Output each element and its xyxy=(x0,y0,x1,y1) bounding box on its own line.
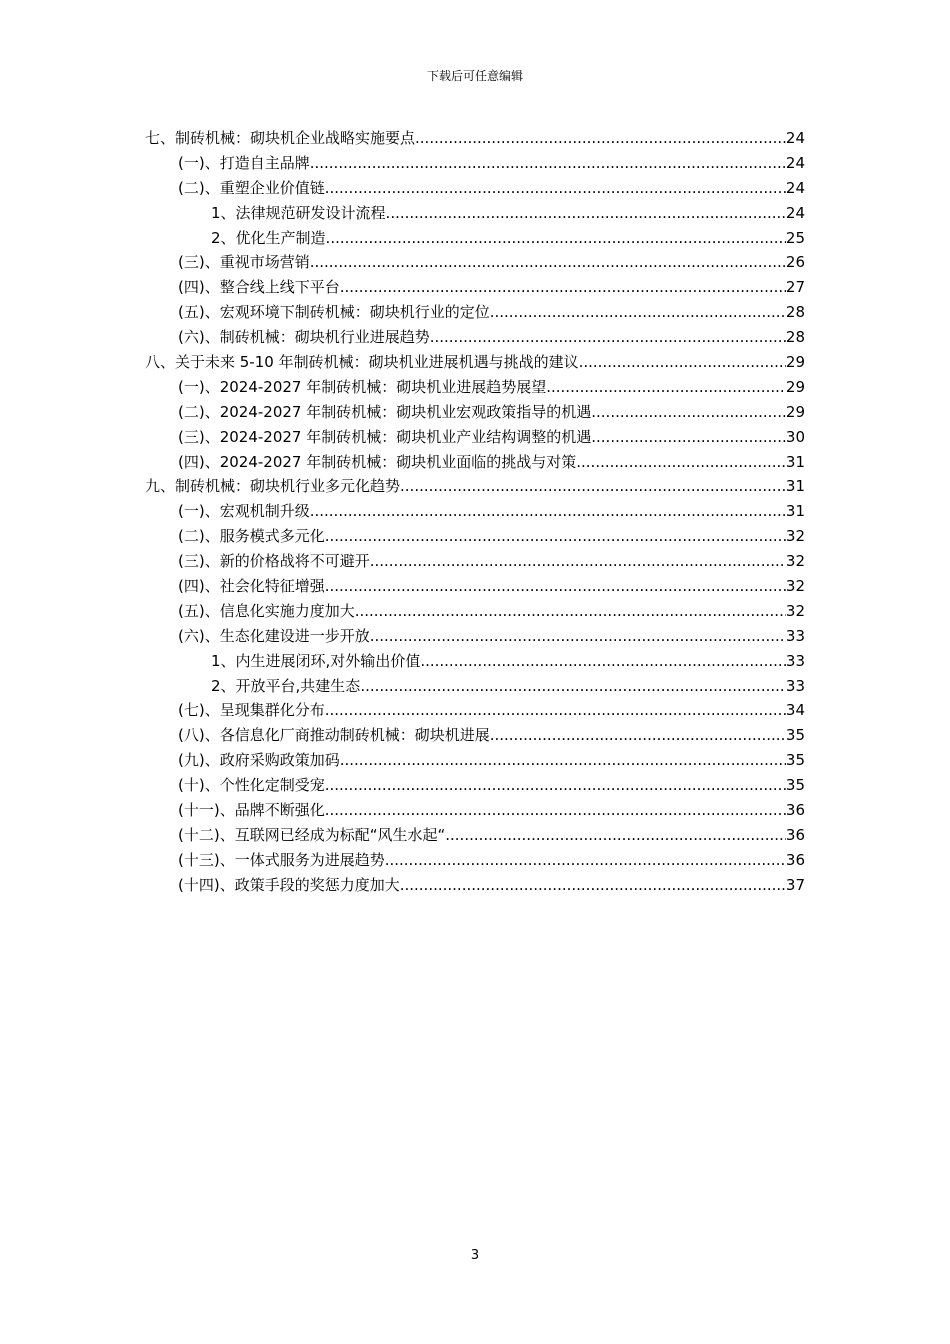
page-header: 下载后可任意编辑 xyxy=(426,69,523,83)
toc-entry[interactable] xyxy=(145,176,805,201)
toc-entry-page: 32 xyxy=(785,527,805,546)
toc-dot-leader xyxy=(355,599,786,624)
toc-entry[interactable] xyxy=(145,226,805,251)
toc-entry-page: 27 xyxy=(785,278,805,297)
toc-entry-title: (三)、重视市场营销 xyxy=(178,253,310,272)
toc-dot-leader xyxy=(445,823,786,848)
toc-dot-leader xyxy=(490,723,786,748)
toc-dot-leader xyxy=(310,499,786,524)
toc-dot-leader xyxy=(325,574,786,599)
toc-entry[interactable] xyxy=(145,873,805,898)
toc-entry-title: (八)、各信息化厂商推动制砖机械：砌块机进展 xyxy=(178,726,490,745)
toc-dot-leader xyxy=(325,798,786,823)
toc-entry-title: 1、内生进展闭环,对外输出价值 xyxy=(211,651,421,670)
toc-entry-page: 36 xyxy=(785,825,805,844)
toc-entry-page: 24 xyxy=(785,203,805,222)
toc-entry[interactable] xyxy=(145,574,805,599)
toc-entry-page: 35 xyxy=(785,751,805,770)
toc-entry[interactable] xyxy=(145,698,805,723)
toc-entry-title: 2、开放平台,共建生态 xyxy=(211,676,361,695)
toc-entry-page: 34 xyxy=(785,701,805,720)
toc-dot-leader xyxy=(420,649,786,674)
toc-entry[interactable] xyxy=(145,201,805,226)
toc-entry-title: (十)、个性化定制受宠 xyxy=(178,776,325,795)
toc-entry-title: (十三)、一体式服务为进展趋势 xyxy=(178,850,385,869)
toc-entry[interactable] xyxy=(145,350,805,375)
toc-dot-leader xyxy=(310,250,786,275)
toc-dot-leader xyxy=(340,275,786,300)
toc-entry-page: 29 xyxy=(785,377,805,396)
toc-entry-title: (三)、新的价格战将不可避开 xyxy=(178,552,370,571)
toc-entry-page: 26 xyxy=(785,253,805,272)
toc-entry[interactable] xyxy=(145,400,805,425)
toc-entry[interactable] xyxy=(145,126,805,151)
toc-entry[interactable] xyxy=(145,325,805,350)
toc-entry-page: 24 xyxy=(785,153,805,172)
toc-entry[interactable] xyxy=(145,674,805,699)
toc-dot-leader xyxy=(326,226,786,251)
toc-entry-title: 2、优化生产制造 xyxy=(211,228,326,247)
toc-entry-title: (四)、社会化特征增强 xyxy=(178,577,325,596)
toc-entry-page: 31 xyxy=(785,477,805,496)
toc-entry[interactable] xyxy=(145,151,805,176)
toc-entry-page: 31 xyxy=(785,452,805,471)
toc-entry-title: (四)、整合线上线下平台 xyxy=(178,278,340,297)
toc-entry-title: 七、制砖机械：砌块机企业战略实施要点 xyxy=(145,129,416,147)
toc-entry-page: 35 xyxy=(785,726,805,745)
toc-dot-leader xyxy=(325,524,786,549)
toc-entry-title: 八、关于未来 5-10 年制砖机械：砌块机业进展机遇与挑战的建议 xyxy=(145,353,579,372)
toc-entry-title: (二)、2024-2027 年制砖机械：砌块机业宏观政策指导的机遇 xyxy=(178,402,592,421)
toc-entry[interactable] xyxy=(145,375,805,400)
toc-entry-title: (二)、重塑企业价值链 xyxy=(178,178,325,197)
page-number: 3 xyxy=(470,1248,480,1263)
toc-dot-leader xyxy=(430,325,786,350)
toc-entry-page: 33 xyxy=(785,651,805,670)
toc-entry[interactable] xyxy=(145,474,805,499)
toc-dot-leader xyxy=(385,848,786,873)
toc-entry[interactable] xyxy=(145,549,805,574)
toc-entry-page: 32 xyxy=(785,577,805,596)
toc-entry-page: 28 xyxy=(785,303,805,322)
toc-entry-title: 1、法律规范研发设计流程 xyxy=(211,203,386,222)
toc-entry-page: 29 xyxy=(785,353,805,372)
toc-entry-page: 25 xyxy=(785,228,805,247)
toc-entry-title: (三)、2024-2027 年制砖机械：砌块机业产业结构调整的机遇 xyxy=(178,427,592,446)
toc-entry-page: 24 xyxy=(785,178,805,197)
toc-entry[interactable] xyxy=(145,599,805,624)
toc-entry-title: (五)、信息化实施力度加大 xyxy=(178,601,355,620)
toc-entry-title: 九、制砖机械：砌块机行业多元化趋势 xyxy=(145,477,401,496)
toc-entry-page: 36 xyxy=(785,801,805,820)
toc-dot-leader xyxy=(400,474,786,499)
toc-entry[interactable] xyxy=(145,748,805,773)
toc-entry-page: 37 xyxy=(785,875,805,894)
toc-entry-title: (九)、政府采购政策加码 xyxy=(178,751,340,770)
toc-entry[interactable] xyxy=(145,848,805,873)
toc-entry[interactable] xyxy=(145,450,805,475)
toc-entry-page: 36 xyxy=(785,850,805,869)
toc-dot-leader xyxy=(400,873,786,898)
toc-entry-title: (二)、服务模式多元化 xyxy=(178,527,325,546)
toc-entry[interactable] xyxy=(145,275,805,300)
toc-dot-leader xyxy=(546,375,786,400)
toc-entry-page: 33 xyxy=(785,626,805,645)
toc-entry-title: (六)、制砖机械：砌块机行业进展趋势 xyxy=(178,328,430,347)
toc-entry[interactable] xyxy=(145,823,805,848)
toc-dot-leader xyxy=(325,698,786,723)
toc-dot-leader xyxy=(576,450,786,475)
toc-entry-title: (一)、宏观机制升级 xyxy=(178,502,310,521)
toc-entry[interactable] xyxy=(145,723,805,748)
toc-entry-page: 32 xyxy=(785,552,805,571)
toc-entry-title: (七)、呈现集群化分布 xyxy=(178,701,325,720)
toc-entry-title: (十一)、品牌不断强化 xyxy=(178,801,325,820)
table-of-contents xyxy=(145,126,805,898)
toc-dot-leader xyxy=(370,624,786,649)
toc-entry[interactable] xyxy=(145,300,805,325)
toc-entry-page: 28 xyxy=(785,328,805,347)
toc-entry-page: 32 xyxy=(785,601,805,620)
toc-entry-title: (十四)、政策手段的奖惩力度加大 xyxy=(178,875,400,894)
toc-entry-title: (十二)、互联网已经成为标配“风生水起“ xyxy=(178,825,446,844)
toc-entry-page: 30 xyxy=(785,427,805,446)
toc-entry-title: (一)、打造自主品牌 xyxy=(178,153,310,172)
toc-dot-leader xyxy=(310,151,786,176)
toc-dot-leader xyxy=(370,549,786,574)
toc-dot-leader xyxy=(386,201,786,226)
toc-dot-leader xyxy=(325,176,786,201)
toc-entry[interactable] xyxy=(145,798,805,823)
toc-entry-title: (六)、生态化建设进一步开放 xyxy=(178,626,370,645)
toc-entry-title: (四)、2024-2027 年制砖机械：砌块机业面临的挑战与对策 xyxy=(178,452,577,471)
toc-entry[interactable] xyxy=(145,250,805,275)
toc-entry[interactable] xyxy=(145,425,805,450)
toc-entry[interactable] xyxy=(145,649,805,674)
toc-entry[interactable] xyxy=(145,773,805,798)
toc-entry-page: 24 xyxy=(785,129,805,147)
toc-entry[interactable] xyxy=(145,499,805,524)
toc-entry-page: 33 xyxy=(785,676,805,695)
toc-dot-leader xyxy=(591,400,786,425)
toc-dot-leader xyxy=(591,425,786,450)
toc-dot-leader xyxy=(490,300,786,325)
toc-dot-leader xyxy=(340,748,786,773)
toc-dot-leader xyxy=(415,126,786,151)
toc-dot-leader xyxy=(360,674,786,699)
toc-entry[interactable] xyxy=(145,624,805,649)
toc-entry-title: (五)、宏观环境下制砖机械：砌块机行业的定位 xyxy=(178,303,490,322)
toc-entry-page: 29 xyxy=(785,402,805,421)
toc-entry-page: 35 xyxy=(785,776,805,795)
toc-entry-page: 31 xyxy=(785,502,805,521)
toc-entry-title: (一)、2024-2027 年制砖机械：砌块机业进展趋势展望 xyxy=(178,377,547,396)
toc-dot-leader xyxy=(579,350,786,375)
toc-dot-leader xyxy=(325,773,786,798)
toc-entry[interactable] xyxy=(145,524,805,549)
